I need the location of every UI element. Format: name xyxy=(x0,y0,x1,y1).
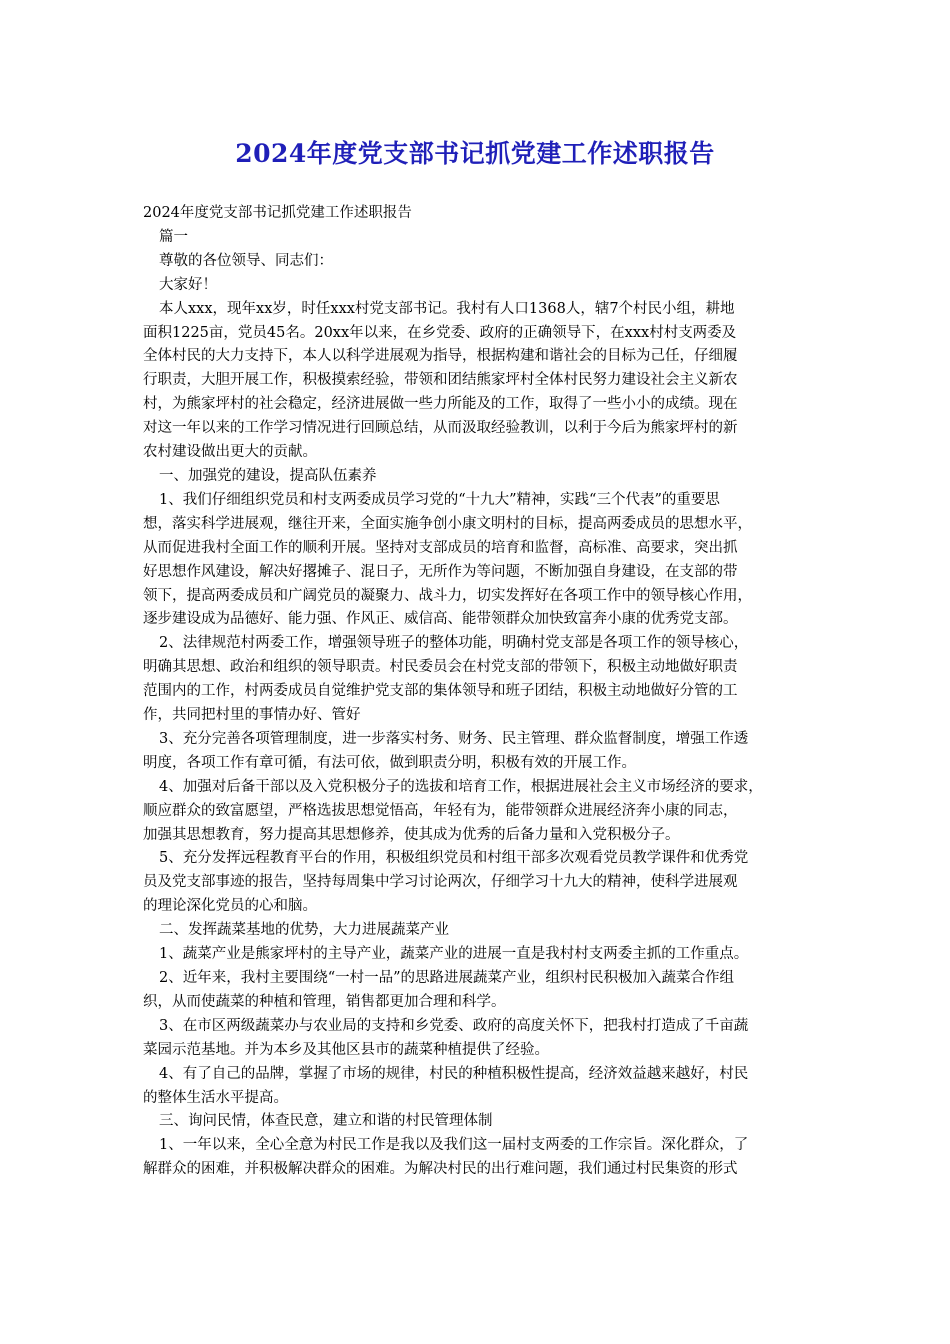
text-line: 尊敬的各位领导、同志们： xyxy=(159,252,333,269)
text-line: 面积1225亩，党员45名。20xx年以来，在乡党委、政府的正确领导下，在xxx村村支两委及 xyxy=(143,324,737,341)
text-line: 全体村民的大力支持下，本人以科学进展观为指导，根据构建和谐社会的目标为己任，仔细履 xyxy=(143,348,738,365)
text-line: 2、近年来，我村主要围绕“一村一品”的思路进展蔬菜产业，组织村民积极加入蔬菜合作组 xyxy=(159,970,735,986)
text-line: 3、在市区两级蔬菜办与农业局的支持和乡党委、政府的高度关怀下，把我村打造成了千亩蔬 xyxy=(159,1017,749,1034)
text-line: 好思想作风建设，解决好撂摊子、混日子，无所作为等问题，不断加强自身建设，在支部的带 xyxy=(143,563,738,580)
text-line: 加强其思想教育，努力提高其思想修养，使其成为优秀的后备力量和入党积极分子。 xyxy=(143,826,680,843)
text-line: 1、蔬菜产业是熊家坪村的主导产业，蔬菜产业的进展一直是我村村支两委主抓的工作重点。 xyxy=(159,946,749,963)
text-line: 行职责，大胆开展工作，积极摸索经验，带领和团结熊家坪村全体村民努力建设社会主义新农 xyxy=(143,372,738,389)
text-line: 的整体生活水平提高。 xyxy=(143,1089,288,1106)
text-line: 从而促进我村全面工作的顺利开展。坚持对支部成员的培育和监督，高标准、高要求，突出抓 xyxy=(143,539,738,556)
text-line: 菜园示范基地。并为本乡及其他区县市的蔬菜种植提供了经验。 xyxy=(143,1041,549,1058)
text-line: 篇一 xyxy=(159,228,188,245)
text-line: 2024年度党支部书记抓党建工作述职报告 xyxy=(143,205,412,221)
text-line: 4、加强对后备干部以及入党积极分子的选拔和培育工作，根据进展社会主义市场经济的要求， xyxy=(159,778,763,795)
text-line: 逐步建设成为品德好、能力强、作风正、威信高、能带领群众加快致富奔小康的优秀党支部。 xyxy=(143,611,738,628)
text-line: 4、有了自己的品牌，掌握了市场的规律，村民的种植积极性提高，经济效益越来越好，村民 xyxy=(159,1065,749,1082)
text-line: 2、法律规范村两委工作，增强领导班子的整体功能，明确村党支部是各项工作的领导核心， xyxy=(159,635,749,652)
text-line: 大家好！ xyxy=(159,276,217,293)
text-line: 一、加强党的建设，提高队伍素养 xyxy=(159,467,377,484)
text-line: 1、我们仔细组织党员和村支两委成员学习党的“十九大”精神，实践“三个代表”的重要思 xyxy=(159,491,720,508)
text-line: 本人xxx，现年xx岁，时任xxx村党支部书记。我村有人口1368人，辖7个村民小组，耕地 xyxy=(159,300,735,317)
document-title: 2024年度党支部书记抓党建工作述职报告 xyxy=(235,139,715,168)
text-line: 三、询问民情，体查民意，建立和谐的村民管理体制 xyxy=(159,1113,493,1130)
text-line: 领下，提高两委成员和广阔党员的凝聚力、战斗力，切实发挥好在各项工作中的领导核心作用， xyxy=(143,587,752,604)
text-line: 员及党支部事迹的报告，坚持每周集中学习讨论两次，仔细学习十九大的精神，使科学进展观 xyxy=(143,874,738,891)
text-line: 1、一年以来，全心全意为村民工作是我以及我们这一届村支两委的工作宗旨。深化群众，了 xyxy=(159,1137,749,1154)
text-line: 范围内的工作，村两委成员自觉维护党支部的集体领导和班子团结，积极主动地做好分管的工 xyxy=(143,683,738,700)
text-line: 二、发挥蔬菜基地的优势，大力进展蔬菜产业 xyxy=(159,922,449,939)
text-line: 农村建设做出更大的贡献。 xyxy=(143,444,317,461)
text-line: 5、充分发挥远程教育平台的作用，积极组织党员和村组干部多次观看党员教学课件和优秀党 xyxy=(159,850,749,867)
text-line: 明度，各项工作有章可循，有法可依，做到职责分明，积极有效的开展工作。 xyxy=(143,754,636,771)
text-line: 解群众的困难，并积极解决群众的困难。为解决村民的出行难问题，我们通过村民集资的形式 xyxy=(143,1161,738,1178)
text-line: 对这一年以来的工作学习情况进行回顾总结，从而汲取经验教训，以利于今后为熊家坪村的新 xyxy=(143,420,738,437)
text-line: 想，落实科学进展观，继往开来，全面实施争创小康文明村的目标，提高两委成员的思想水平， xyxy=(143,515,752,532)
text-line: 的理论深化党员的心和脑。 xyxy=(143,898,317,915)
text-line: 顺应群众的致富愿望，严格选拔思想觉悟高，年轻有为，能带领群众进展经济奔小康的同志， xyxy=(143,802,738,819)
text-line: 织，从而使蔬菜的种植和管理，销售都更加合理和科学。 xyxy=(143,993,506,1010)
text-line: 3、充分完善各项管理制度，进一步落实村务、财务、民主管理、群众监督制度，增强工作透 xyxy=(159,730,749,747)
text-line: 村，为熊家坪村的社会稳定，经济进展做一些力所能及的工作，取得了一些小小的成绩。现在 xyxy=(143,396,738,413)
text-line: 明确其思想、政治和组织的领导职责。村民委员会在村党支部的带领下，积极主动地做好职责 xyxy=(143,659,738,676)
text-line: 作，共同把村里的事情办好、管好 xyxy=(143,707,361,724)
document-body xyxy=(143,202,815,1182)
